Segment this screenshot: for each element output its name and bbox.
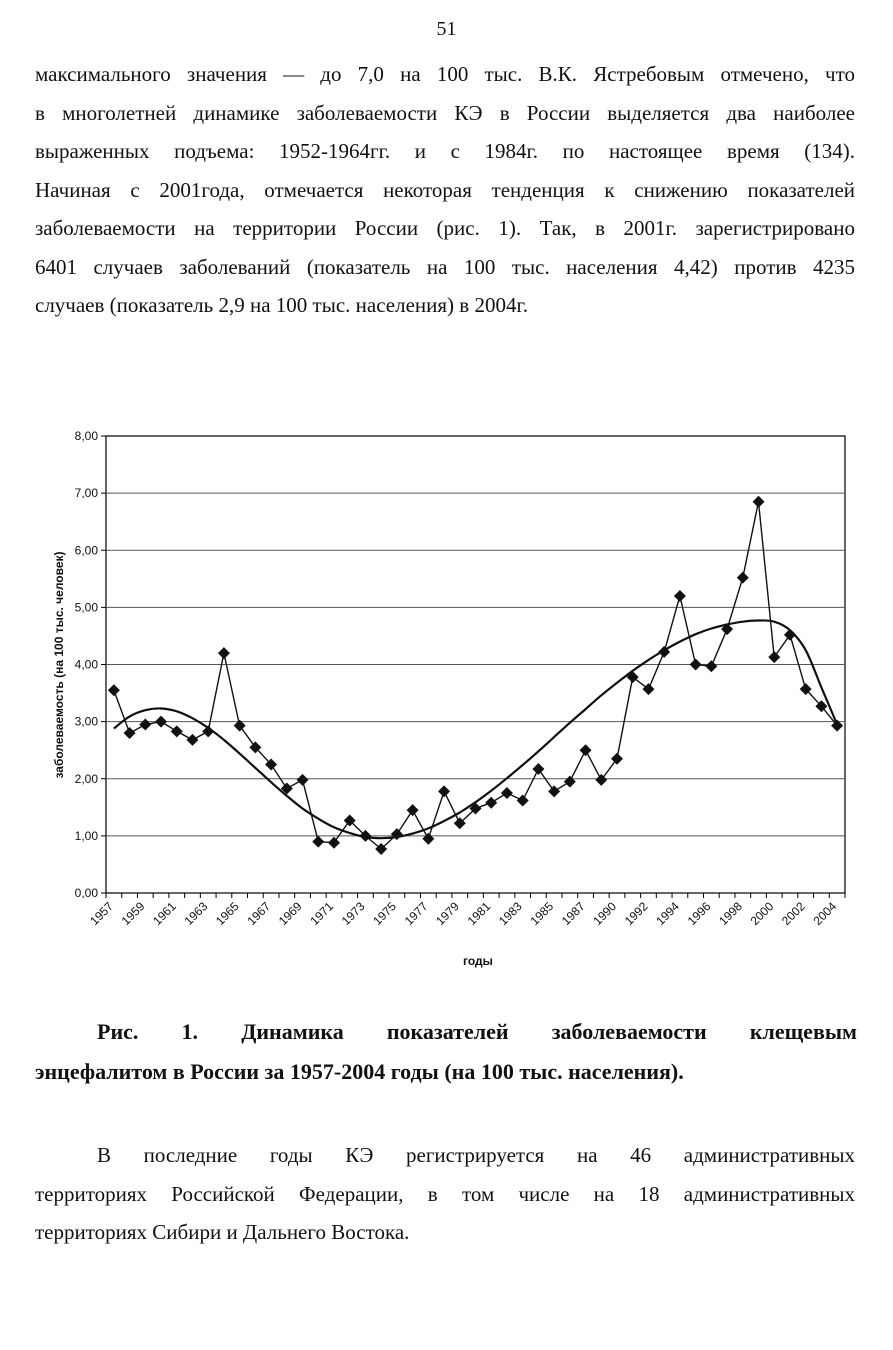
data-point-marker [218, 647, 230, 659]
data-point-marker [768, 651, 780, 663]
data-point-marker [611, 753, 623, 765]
x-tick-label: 1957 [87, 899, 116, 929]
y-tick-label: 1,00 [74, 828, 98, 843]
data-point-marker [155, 716, 167, 728]
x-tick-label: 1990 [590, 899, 620, 929]
paragraph-closing [35, 1136, 855, 1252]
x-axis-title: годы [463, 954, 493, 968]
x-tick-label: 1979 [433, 899, 462, 929]
text-line: заболеваемости на территории России (рис. 1). Так, в 2001г. зарегистрировано [35, 216, 855, 240]
data-point-marker [124, 727, 136, 739]
data-point-marker [642, 683, 654, 695]
text-line: в многолетней динамике заболеваемости КЭ в России выделяется два наиболее [35, 100, 855, 125]
data-point-marker [139, 718, 151, 730]
x-tick-label: 2002 [779, 899, 808, 929]
text-line: выраженных подъема: 1952-1964гг. и с 1984г. по настоящее время (134). [35, 139, 855, 163]
x-tick-label: 1981 [464, 899, 494, 929]
x-tick-label: 1977 [401, 899, 431, 929]
x-tick-label: 1987 [558, 899, 588, 929]
data-point-marker [737, 572, 749, 584]
text-line: территориях Сибири и Дальнего Востока. [35, 1220, 410, 1244]
data-point-marker [784, 629, 796, 641]
x-tick-label: 1975 [370, 899, 400, 929]
data-point-marker [690, 659, 702, 671]
x-tick-label: 1992 [621, 899, 651, 929]
x-tick-label: 1961 [150, 899, 179, 929]
x-axis-ticks [87, 893, 845, 928]
grid-lines [106, 493, 845, 836]
x-tick-label: 1983 [496, 899, 525, 929]
x-tick-label: 2004 [810, 899, 840, 929]
caption-line: Рис. 1. Динамика показателей заболеваемости клещевым [97, 1019, 857, 1044]
y-tick-label: 7,00 [74, 486, 98, 501]
x-tick-label: 1969 [275, 899, 305, 929]
x-tick-label: 2000 [747, 899, 777, 929]
x-tick-label: 1965 [212, 899, 242, 929]
text-line: максимального значения — до 7,0 на 100 тыс. В.К. Ястребовым отмечено, что [35, 62, 855, 86]
x-tick-label: 1963 [181, 899, 211, 929]
y-tick-label: 6,00 [74, 543, 98, 558]
incidence-chart [0, 400, 893, 1000]
y-axis-title: заболеваемость (на 100 тыс. человек) [52, 551, 66, 779]
y-tick-label: 5,00 [74, 600, 98, 615]
data-point-marker [407, 804, 419, 816]
text-line: случаев (показатель 2,9 на 100 тыс. населения) в 2004г. [35, 293, 528, 317]
data-point-marker [753, 496, 765, 508]
y-axis-ticks [75, 429, 106, 900]
text-line: 6401 случаев заболеваний (показатель на 100 тыс. населения 4,42) против 4235 [35, 254, 855, 279]
data-point-marker [674, 590, 686, 602]
data-point-marker [580, 744, 592, 756]
y-tick-label: 8,00 [74, 429, 98, 443]
data-point-marker [485, 797, 497, 809]
data-point-marker [501, 787, 513, 799]
data-point-marker [517, 794, 529, 806]
x-tick-label: 1985 [527, 899, 557, 929]
data-point-marker [564, 776, 576, 788]
data-point-marker [108, 684, 120, 696]
data-point-marker [186, 734, 198, 746]
data-point-marker [328, 837, 340, 849]
x-tick-label: 1973 [338, 899, 368, 929]
data-point-marker [312, 836, 324, 848]
data-point-marker [548, 785, 560, 797]
x-tick-label: 1967 [244, 899, 274, 929]
x-tick-label: 1971 [307, 899, 337, 929]
data-point-marker [422, 833, 434, 845]
y-tick-label: 3,00 [74, 714, 98, 729]
y-tick-label: 4,00 [74, 657, 98, 672]
text-line: территориях Российской Федерации, в том числе на 18 административных [35, 1181, 855, 1206]
data-point-marker [297, 774, 309, 786]
x-tick-label: 1996 [684, 899, 714, 929]
y-tick-label: 2,00 [74, 771, 98, 786]
incidence-series-line [114, 502, 837, 849]
data-point-marker [171, 725, 183, 737]
data-point-marker [705, 660, 717, 672]
data-point-marker [532, 763, 544, 775]
x-tick-label: 1994 [653, 899, 683, 929]
page-number: 51 [436, 18, 457, 40]
paragraph-intro [35, 55, 855, 325]
x-tick-label: 1998 [716, 899, 745, 929]
data-point-marker [595, 774, 607, 786]
y-tick-label: 0,00 [74, 886, 98, 900]
text-line: Начиная с 2001года, отмечается некоторая тенденция к снижению показателей [35, 177, 855, 202]
text-line: В последние годы КЭ регистрируется на 46 административных [97, 1143, 855, 1167]
data-point-marker [438, 785, 450, 797]
figure-caption [35, 1012, 857, 1092]
data-point-marker [202, 725, 214, 737]
caption-line: энцефалитом в России за 1957-2004 годы (на 100 тыс. населения). [35, 1059, 684, 1084]
x-tick-label: 1959 [118, 899, 148, 929]
